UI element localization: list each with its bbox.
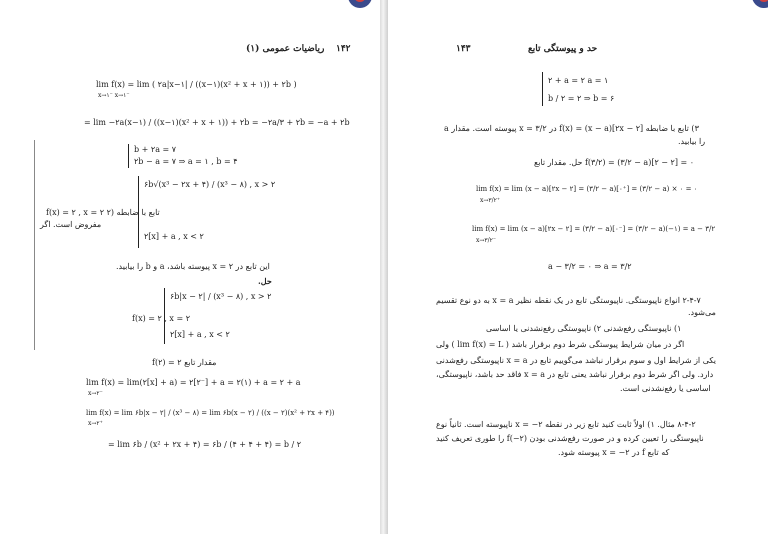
left-line-20: = lim ۶b / (x² + ۲x + ۴) = ۶b / (۴ + ۴ + ۴) = b / ۲ — [108, 440, 302, 449]
right-line-12: می‌شود. — [688, 308, 716, 317]
left-line-14: ۲[x] + a , x < ۲ — [170, 330, 230, 339]
bookmark-tab-icon — [348, 0, 372, 8]
left-line-2: x→۱⁻ x→۱⁻ — [98, 92, 130, 99]
left-line-12: ۶b|x − ۲| / (x³ − ۸) , x > ۲ — [170, 292, 272, 301]
right-line-10: a − ۳/۲ = ۰ ⇒ a = ۳/۲ — [548, 262, 632, 271]
right-line-4: را بیابید. — [678, 137, 706, 146]
right-line-18: ۸-۴-۲ مثال. ۱) اولاً ثابت کنید تابع زیر در نقطه x = −۲ ناپیوسته است. ثانیاً نوع — [436, 420, 696, 429]
right-line-3: ۳) تابع با ضابطه f(x) = (x − a)[۲x − ۲] در x = ۳/۲ پیوسته است. مقدار a — [444, 124, 699, 133]
left-line-19: x→۲⁺ — [88, 420, 103, 427]
left-line-13: f(x) = ۲ , x = ۲ — [132, 314, 191, 323]
right-line-20: که تابع f در x = −۲ پیوسته شود. — [558, 448, 670, 457]
left-line-8: ۲[x] + a , x < ۲ — [144, 232, 204, 241]
book-gutter — [380, 0, 388, 534]
left-page — [0, 0, 380, 534]
left-page-number: ۱۴۲ — [336, 44, 351, 54]
left-line-15: f(۲) = ۲ مقدار تابع — [152, 358, 217, 367]
right-system-brace — [542, 72, 543, 106]
left-line-7: f(x) = ۲ , x = ۲ ۲) تابع با ضابطه — [46, 208, 160, 217]
right-line-8: lim f(x) = lim (x − a)[۲x − ۲] = (۳/۲ − a)[۰⁻] = (۳/۲ − a)(−۱) = a − ۳/۲ — [472, 225, 716, 233]
right-line-15: یکی از شرایط اول و سوم برقرار نباشد می‌گوییم تابع در x = a ناپیوستگی رفع‌شدنی — [436, 356, 717, 365]
margin-line — [34, 140, 35, 350]
right-line-13: ۱) ناپیوستگی رفع‌شدنی ۲) ناپیوستگی رفع‌نشدنی یا اساسی — [486, 324, 682, 333]
system-brace — [128, 144, 129, 168]
right-line-2: b / ۲ = ۲ ⇒ b = ۶ — [548, 94, 615, 103]
right-line-9: x→۳/۲⁻ — [476, 237, 497, 244]
left-line-4: b + ۲a = ۷ — [134, 145, 177, 154]
left-line-11: حل. — [258, 276, 272, 286]
right-line-7: x→۳/۲⁺ — [480, 197, 501, 204]
left-line-1: lim f(x) = lim ( ۲a|x−۱| / ((x−۱)(x² + x + ۱)) + ۲b ) — [96, 80, 297, 89]
right-line-11: ۲-۴-۷ انواع ناپیوستگی. ناپیوستگی تابع در یک نقطه نظیر x = a به دو نوع تقسیم — [436, 296, 701, 305]
left-line-18: lim f(x) = lim ۶b|x − ۲| / (x³ − ۸) = lim ۶b(x − ۲) / ((x − ۲)(x² + ۲x + ۴)) — [86, 409, 335, 417]
left-line-17: x→۲⁻ — [88, 390, 103, 397]
right-line-14: اگر در میان شرایط پیوستگی شرط دوم برقرار باشد ( lim f(x) = L ) ولی — [436, 340, 685, 349]
right-page-number: ۱۴۳ — [456, 44, 471, 54]
left-line-3: = lim −۲a(x−۱) / ((x−۱)(x² + x + ۱)) + ۲b = −۲a/۳ + ۲b = −a + ۲b — [84, 118, 350, 127]
right-page-title: حد و پیوستگی تابع — [528, 44, 598, 54]
bookmark-tab-icon-right — [752, 0, 768, 8]
left-line-9: مفروض است. اگر — [40, 220, 102, 229]
left-line-16: lim f(x) = lim(۲[x] + a) = ۲[۲⁻] + a = ۲(۱) + a = ۲ + a — [86, 378, 301, 387]
left-line-6: ۶b√(x³ − ۲x + ۴) / (x³ − ۸) , x > ۲ — [144, 180, 276, 189]
right-line-1: ۲ + a = ۲ a = ۱ — [548, 76, 609, 85]
right-line-19: ناپیوستگی را تعیین کرده و در صورت رفع‌شدنی بودن f(−۲) را طوری تعریف کنید — [436, 434, 704, 443]
right-line-5: حل. مقدار تابع f(۳/۲) = (۳/۲ − a)[۲ − ۲] = ۰ — [534, 158, 695, 167]
left-page-title: ریاضیات عمومی (۱) — [246, 44, 325, 54]
left-line-5: ۲b − a = ۷ ⇒ a = ۱ , b = ۴ — [134, 157, 238, 166]
right-page — [388, 0, 768, 534]
left-line-10: این تابع در x = ۲ پیوسته باشد، a و b را بیابید. — [116, 262, 270, 271]
right-line-16: دارد. ولی اگر شرط دوم برقرار نباشد یعنی تابع در x = a فاقد حد باشد، ناپیوستگی، — [436, 370, 714, 379]
right-line-17: اساسی یا رفع‌نشدنی است. — [620, 384, 711, 393]
right-line-6: lim f(x) = lim (x − a)[۲x − ۲] = (۳/۲ − a)[۰⁺] = (۳/۲ − a) × ۰ = ۰ — [476, 185, 698, 193]
